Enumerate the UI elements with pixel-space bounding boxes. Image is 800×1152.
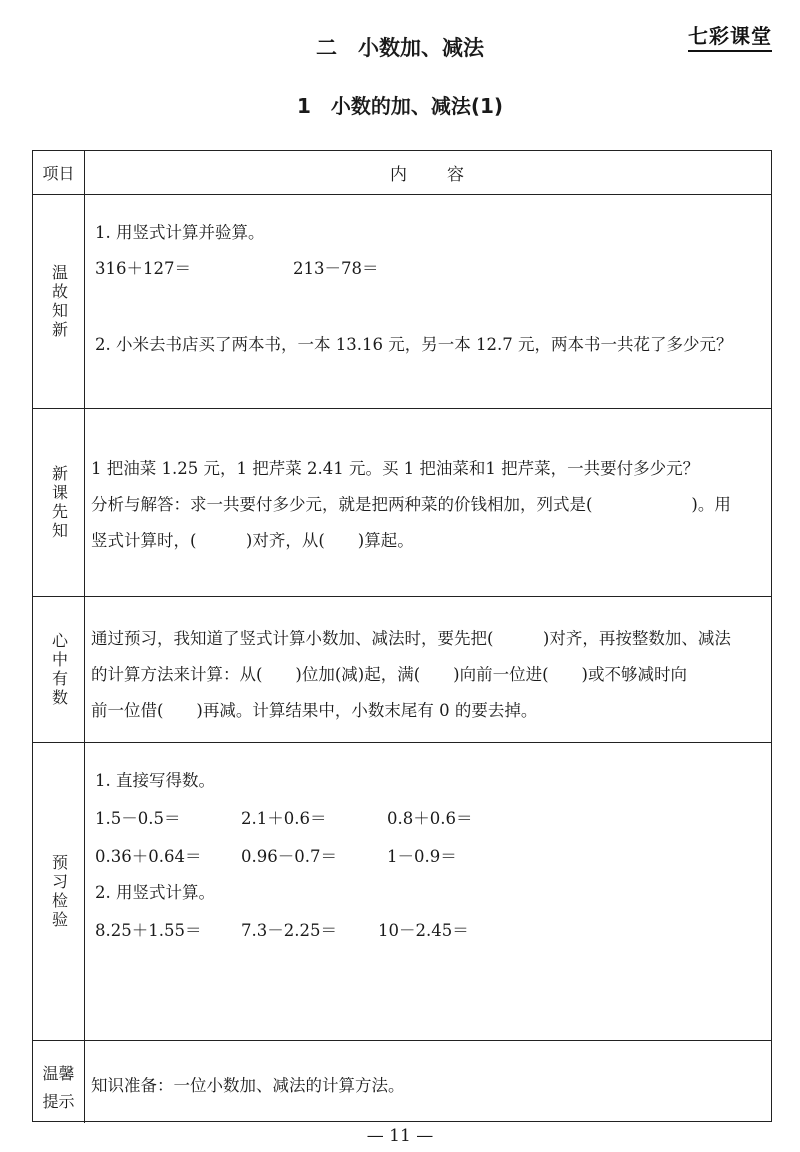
section-tip: [33, 1041, 771, 1123]
section-body-new-lesson: [85, 409, 771, 596]
section-label-review-text: 温故知新: [49, 263, 69, 340]
new-lesson-line-1: 1 把油菜 1.25 元，1 把芹菜 2.41 元。买 1 把油菜和1 把芹菜，一共要付多少元？: [91, 459, 700, 478]
section-review: [33, 195, 771, 409]
section-body-review: [85, 195, 771, 408]
preview-question-2: 2. 用竖式计算。: [95, 883, 215, 902]
section-label-tip-line-2: 提示: [42, 1092, 75, 1111]
preview-expression: 7.3－2.25＝: [241, 921, 337, 940]
section-body-tip: [85, 1041, 771, 1123]
chapter-title: 二 小数加、减法: [316, 36, 484, 60]
section-body-summary: [85, 597, 771, 742]
worksheet-table: [32, 150, 772, 1122]
preview-expression: 1－0.9＝: [387, 847, 457, 866]
content-column-header-text: 内 容: [390, 165, 466, 185]
section-label-tip-line-1: 温馨: [42, 1064, 75, 1083]
review-question-2: 2. 小米去书店买了两本书，一本 13.16 元，另一本 12.7 元，两本书一共花了多少元？: [95, 335, 733, 354]
section-label-preview: [33, 743, 85, 1040]
section-label-preview-text: 预习检验: [49, 853, 69, 930]
summary-line-3: 前一位借( )再减。计算结果中，小数末尾有 0 的要去掉。: [91, 701, 538, 720]
summary-line-2: 的计算方法来计算：从( )位加(减)起，满( )向前一位进( )或不够减时向: [91, 665, 687, 684]
preview-expression: 1.5－0.5＝: [95, 809, 181, 828]
summary-line-1: 通过预习，我知道了竖式计算小数加、减法时，要先把( )对齐，再按整数加、减法: [91, 629, 731, 648]
section-label-new-lesson-text: 新课先知: [49, 464, 69, 541]
section-label-new-lesson: [33, 409, 85, 596]
preview-expression: 10－2.45＝: [378, 921, 469, 940]
section-label-summary-text: 心中有数: [49, 631, 69, 708]
preview-expression: 0.96－0.7＝: [241, 847, 337, 866]
brand-logo: 七彩课堂: [688, 20, 772, 52]
section-preview: [33, 743, 771, 1041]
section-summary: [33, 597, 771, 743]
page-number: — 11 —: [366, 1126, 434, 1146]
item-column-header-text: 项日: [42, 164, 75, 183]
preview-expression: 2.1＋0.6＝: [241, 809, 327, 828]
section-new-lesson: [33, 409, 771, 597]
lesson-title: 1 小数的加、减法(1): [296, 94, 504, 118]
content-column-header: [85, 151, 771, 194]
review-expression-2: 213－78＝: [293, 259, 379, 278]
table-header-row: [33, 151, 771, 195]
preview-expression: 8.25＋1.55＝: [95, 921, 202, 940]
preview-expression: 0.8＋0.6＝: [387, 809, 473, 828]
new-lesson-line-2: 分析与解答：求一共要付多少元，就是把两种菜的价钱相加，列式是( )。用: [91, 495, 731, 514]
preview-expression: 0.36＋0.64＝: [95, 847, 202, 866]
new-lesson-line-3: 竖式计算时，( )对齐，从( )算起。: [91, 531, 414, 550]
preview-question-1: 1. 直接写得数。: [95, 771, 215, 790]
review-question-1: 1. 用竖式计算并验算。: [95, 223, 265, 242]
section-label-review: [33, 195, 85, 408]
tip-text: 知识准备：一位小数加、减法的计算方法。: [91, 1076, 405, 1095]
section-label-summary: [33, 597, 85, 742]
section-body-preview: [85, 743, 771, 1040]
item-column-header: [33, 151, 85, 194]
review-expression-1: 316＋127＝: [95, 259, 191, 278]
section-label-tip: [33, 1041, 85, 1123]
